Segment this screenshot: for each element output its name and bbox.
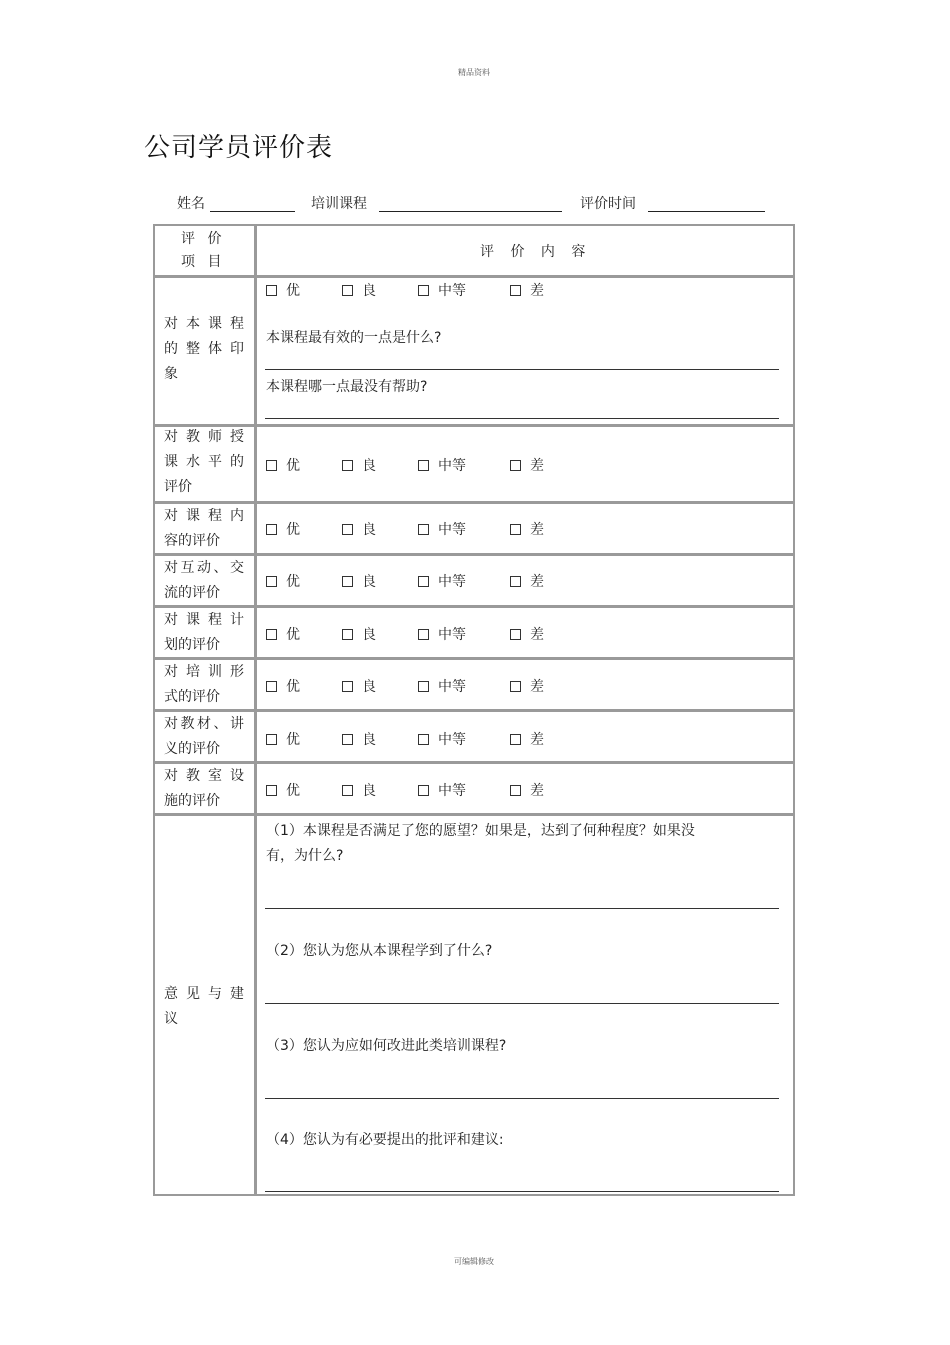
checkbox[interactable] (266, 524, 277, 535)
option-poor[interactable]: 差 (510, 676, 544, 696)
checkbox[interactable] (266, 734, 277, 745)
checkbox[interactable] (418, 285, 429, 296)
name-label: 姓名 (177, 196, 205, 212)
option-average[interactable]: 中等 (418, 729, 466, 749)
row-label-teacher: 对教师授 课水平的 评价 (164, 429, 244, 495)
footer-note: 可编辑修改 (454, 1257, 494, 1266)
checkbox[interactable] (418, 629, 429, 640)
checkbox[interactable] (510, 524, 521, 535)
checkbox[interactable] (342, 285, 353, 296)
row-divider (153, 553, 795, 556)
answer-line[interactable] (265, 1191, 779, 1192)
option-average[interactable]: 中等 (418, 571, 466, 591)
row-label-format: 对培训形 式的评价 (164, 664, 244, 705)
checkbox[interactable] (342, 576, 353, 587)
row-label-content: 对课程内 容的评价 (164, 508, 244, 549)
option-excellent[interactable]: 优 (266, 676, 300, 696)
option-good[interactable]: 良 (342, 280, 376, 300)
option-excellent[interactable]: 优 (266, 780, 300, 800)
option-poor[interactable]: 差 (510, 780, 544, 800)
page-title: 公司学员评价表 (144, 133, 334, 163)
checkbox[interactable] (510, 629, 521, 640)
answer-line[interactable] (265, 418, 779, 419)
header-note: 精品资料 (458, 68, 490, 77)
suggestion-q2: （2）您认为您从本课程学到了什么? (266, 943, 493, 959)
checkbox[interactable] (418, 524, 429, 535)
rating-overall (266, 280, 566, 300)
checkbox[interactable] (342, 524, 353, 535)
checkbox[interactable] (266, 681, 277, 692)
checkbox[interactable] (266, 460, 277, 471)
row-divider (153, 275, 795, 278)
option-average[interactable]: 中等 (418, 676, 466, 696)
rating-format (266, 676, 566, 696)
checkbox[interactable] (342, 629, 353, 640)
row-divider (153, 501, 795, 504)
option-average[interactable]: 中等 (418, 280, 466, 300)
header-content: 评 价 内 容 (480, 244, 592, 260)
name-field[interactable] (210, 210, 295, 212)
option-average[interactable]: 中等 (418, 624, 466, 644)
option-good[interactable]: 良 (342, 624, 376, 644)
rating-teacher (266, 455, 566, 475)
suggestion-q4: （4）您认为有必要提出的批评和建议: (266, 1132, 504, 1148)
option-poor[interactable]: 差 (510, 455, 544, 475)
option-poor[interactable]: 差 (510, 729, 544, 749)
row-divider (153, 761, 795, 764)
option-excellent[interactable]: 优 (266, 455, 300, 475)
answer-line[interactable] (265, 908, 779, 909)
row-label-suggestions: 意见与建 议 (164, 986, 244, 1027)
course-label: 培训课程 (311, 196, 367, 212)
row-label-facilities: 对教室设 施的评价 (164, 768, 244, 809)
option-average[interactable]: 中等 (418, 455, 466, 475)
option-poor[interactable]: 差 (510, 280, 544, 300)
rating-facilities (266, 780, 566, 800)
checkbox[interactable] (510, 681, 521, 692)
row-divider (153, 605, 795, 608)
question-least-helpful: 本课程哪一点最没有帮助? (266, 379, 428, 395)
option-excellent[interactable]: 优 (266, 729, 300, 749)
checkbox[interactable] (266, 629, 277, 640)
checkbox[interactable] (342, 734, 353, 745)
answer-line[interactable] (265, 1098, 779, 1099)
suggestion-q1-line2: 有，为什么? (266, 848, 344, 864)
checkbox[interactable] (418, 576, 429, 587)
row-label-materials: 对教材、讲 义的评价 (164, 716, 244, 757)
checkbox[interactable] (510, 576, 521, 587)
option-good[interactable]: 良 (342, 780, 376, 800)
option-excellent[interactable]: 优 (266, 624, 300, 644)
suggestion-q3: （3）您认为应如何改进此类培训课程? (266, 1038, 507, 1054)
row-label-plan: 对课程计 划的评价 (164, 612, 244, 653)
header-item-line2: 项 目 (181, 254, 226, 270)
checkbox[interactable] (510, 460, 521, 471)
time-field[interactable] (648, 210, 765, 212)
option-good[interactable]: 良 (342, 571, 376, 591)
answer-line[interactable] (265, 1003, 779, 1004)
rating-plan (266, 624, 566, 644)
checkbox[interactable] (266, 785, 277, 796)
row-divider (153, 424, 795, 427)
checkbox[interactable] (418, 460, 429, 471)
row-divider (153, 657, 795, 660)
option-good[interactable]: 良 (342, 729, 376, 749)
checkbox[interactable] (510, 285, 521, 296)
option-average[interactable]: 中等 (418, 519, 466, 539)
checkbox[interactable] (342, 785, 353, 796)
row-divider (153, 813, 795, 816)
checkbox[interactable] (266, 285, 277, 296)
checkbox[interactable] (342, 681, 353, 692)
rating-content (266, 519, 566, 539)
option-poor[interactable]: 差 (510, 571, 544, 591)
checkbox[interactable] (342, 460, 353, 471)
option-good[interactable]: 良 (342, 519, 376, 539)
row-label-interaction: 对互动、交 流的评价 (164, 560, 244, 601)
option-good[interactable]: 良 (342, 676, 376, 696)
checkbox[interactable] (418, 785, 429, 796)
header-item-line1: 评 价 (181, 231, 226, 247)
question-most-effective: 本课程最有效的一点是什么? (266, 330, 442, 346)
rating-materials (266, 729, 566, 749)
option-good[interactable]: 良 (342, 455, 376, 475)
option-excellent[interactable]: 优 (266, 571, 300, 591)
option-poor[interactable]: 差 (510, 519, 544, 539)
checkbox[interactable] (266, 576, 277, 587)
checkbox[interactable] (510, 734, 521, 745)
suggestion-q1-line1: （1）本课程是否满足了您的愿望？如果是，达到了何种程度？如果没 (266, 823, 695, 839)
checkbox[interactable] (510, 785, 521, 796)
option-excellent[interactable]: 优 (266, 280, 300, 300)
row-divider (153, 709, 795, 712)
rating-interaction (266, 571, 566, 591)
time-label: 评价时间 (580, 196, 636, 212)
answer-line[interactable] (265, 369, 779, 370)
option-poor[interactable]: 差 (510, 624, 544, 644)
row-label-overall: 对本课程 的整体印 象 (164, 316, 244, 382)
checkbox[interactable] (418, 681, 429, 692)
checkbox[interactable] (418, 734, 429, 745)
option-average[interactable]: 中等 (418, 780, 466, 800)
option-excellent[interactable]: 优 (266, 519, 300, 539)
course-field[interactable] (379, 210, 562, 212)
